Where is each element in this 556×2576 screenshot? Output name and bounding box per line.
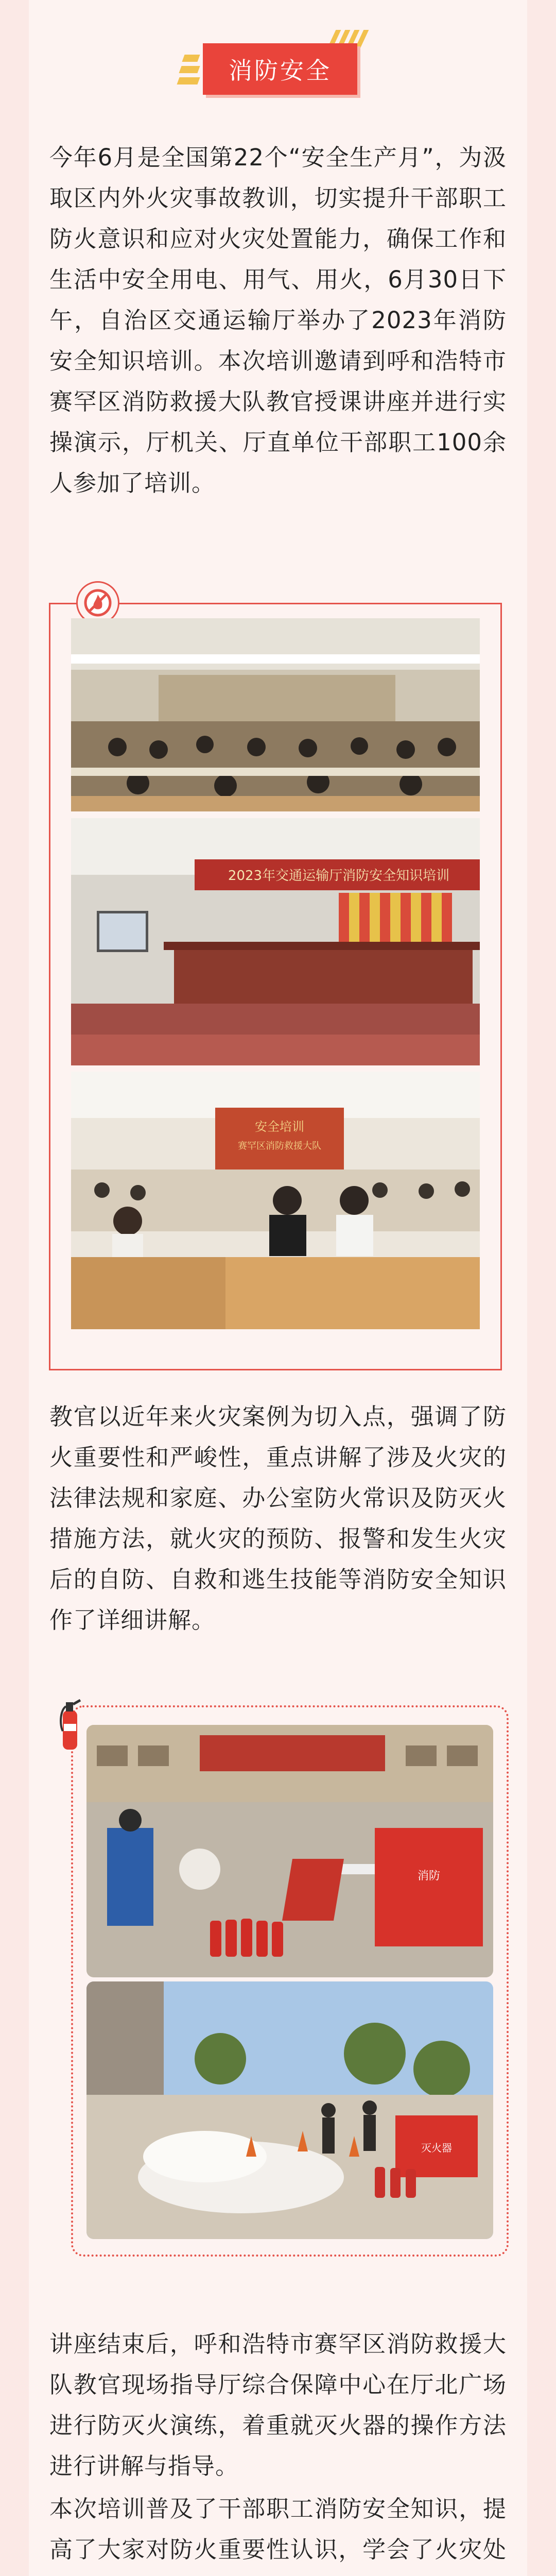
stage-sign-line1: 安全培训 [255,1120,304,1134]
section-title-badge: 消防安全 [203,43,357,95]
fire-drill-photo-1 [86,1725,493,1977]
lecture-paragraph: 教官以近年来火灾案例为切入点，强调了防火重要性和严峻性，重点讲解了涉及火灾的法律法规和家庭、办公室防火常识及防灭火措施方法，就火灾的预防、报警和发生火灾后的自防、自救和逃生技能等消防安全知识作了详细讲解。 [49,1403,507,1634]
auditorium-stage-photo [71,818,480,1065]
fire-extinguisher-icon [58,1695,81,1752]
front-row-photo [71,1072,480,1329]
truck-text: 消防 [417,1870,441,1883]
intro-paragraph: 今年6月是全国第22个“安全生产月”，为汲取区内外火灾事故教训，切实提升干部职工防火意识和应对火灾处置能力，确保工作和生活中安全用电、用气、用火，6月30日下午，自治区交通运输厅举办了2023年消防安全知识培训。本次培训邀请到呼和浩特市赛罕区消防救援大队教官授课讲座并进行实操演示，厅机关、厅直单位干部职工100余人参加了培训。 [49,144,507,497]
cart-text: 灭火器 [421,2142,452,2154]
fire-drill-photo-2 [86,1981,493,2239]
stage-sign-line2: 赛罕区消防救援大队 [238,1141,321,1151]
banner-text: 2023年交通运输厅消防安全知识培训 [228,868,450,884]
tag-decoration [178,55,201,91]
drill-paragraph: 讲座结束后，呼和浩特市赛罕区消防救援大队教官现场指导厅综合保障中心在厅北广场进行防灭火演练，着重就灭火器的操作方法进行讲解与指导。 [49,2330,507,2480]
auditorium-photo-1 [71,618,480,811]
summary-paragraph: 本次培训普及了干部职工消防安全知识，提高了大家对防火重要性认识，学会了火灾处 [49,2495,507,2563]
